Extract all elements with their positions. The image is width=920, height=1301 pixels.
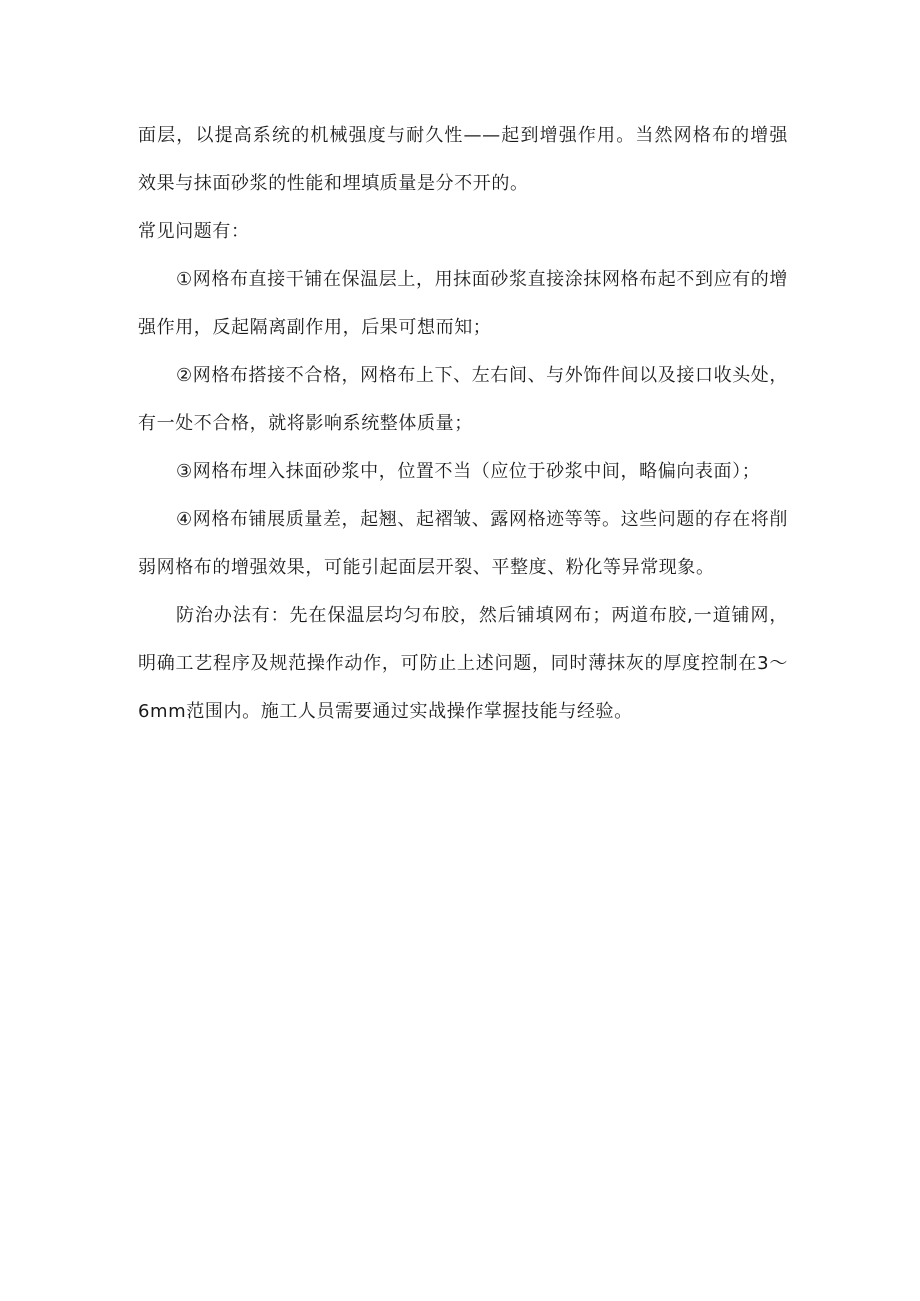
paragraph-problem-1: ①网格布直接干铺在保温层上，用抹面砂浆直接涂抹网格布起不到应有的增强作用，反起隔离副作用，后果可想而知； [138, 269, 788, 338]
paragraph-problem-2: ②网格布搭接不合格，网格布上下、左右间、与外饰件间以及接口收头处，有一处不合格，就将影响系统整体质量； [138, 365, 788, 434]
paragraph-common-problems-heading: 常见问题有： [138, 221, 250, 242]
paragraph-problem-4: ④网格布铺展质量差，起翘、起褶皱、露网格迹等等。这些问题的存在将削弱网格布的增强效果，可能引起面层开裂、平整度、粉化等异常现象。 [138, 509, 788, 578]
paragraph-problem-3: ③网格布埋入抹面砂浆中，位置不当（应位于砂浆中间，略偏向表面）； [176, 461, 761, 482]
paragraph-intro: 面层，以提高系统的机械强度与耐久性——起到增强作用。当然网格布的增强效果与抹面砂浆的性能和埋填质量是分不开的。 [138, 125, 788, 194]
document-page [138, 112, 788, 736]
paragraph-prevention: 防治办法有：先在保温层均匀布胶，然后铺填网布；两道布胶,一道铺网，明确工艺程序及规范操作动作，可防止上述问题，同时薄抹灰的厚度控制在3～6mm范围内。施工人员需要通过实战操作掌握技能与经验。 [138, 605, 788, 722]
